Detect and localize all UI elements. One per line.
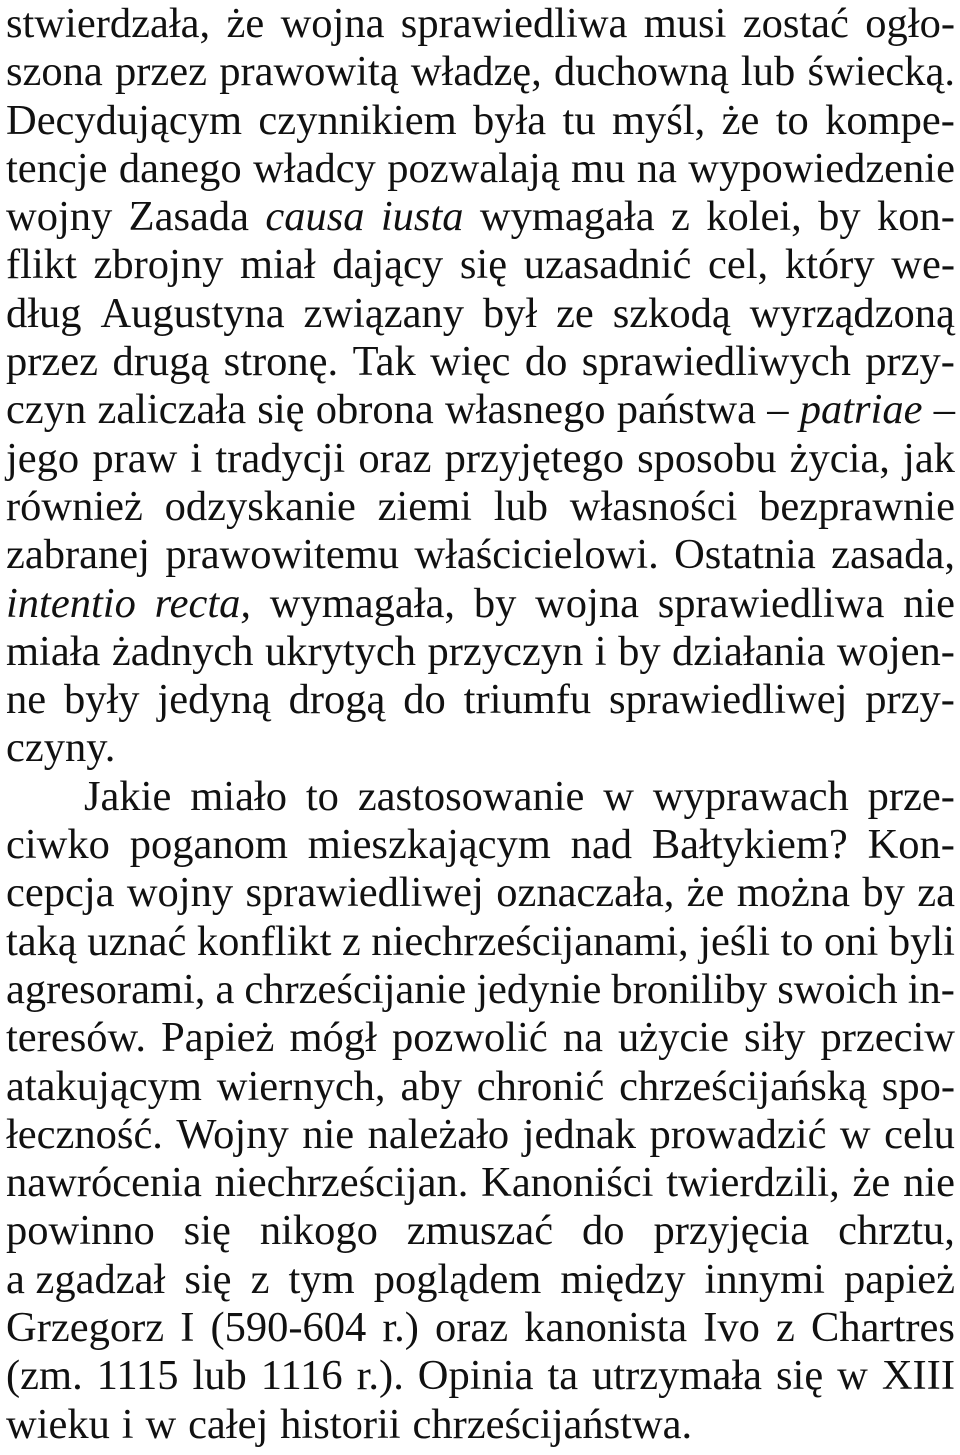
text-line [6,290,955,338]
word: pozwalają [387,144,560,192]
word: wojna [535,579,639,627]
word: myśl, [611,96,706,144]
word: z [341,917,361,965]
word: obrona [315,386,434,434]
word: i [594,627,607,675]
word: wojny [126,869,234,917]
word: jedynie [476,965,602,1013]
word: 1115 [96,1352,179,1400]
text-line [6,531,955,579]
word: broniliby [611,965,768,1013]
word: poglądem [373,1255,542,1303]
word: był [482,289,538,337]
word: szona [6,48,103,96]
word: zmuszać [406,1207,554,1255]
word: historii [280,1400,401,1448]
word: były [64,676,140,724]
word: miał [240,241,316,289]
word: że [721,96,760,144]
word: I [180,1304,195,1352]
word: prawowitą [219,48,399,96]
word: kompe- [825,96,955,144]
text-line [6,724,955,772]
word: drogą [288,676,386,724]
word: intentio [6,579,136,627]
word: oni [824,917,879,965]
word: oraz [358,434,432,482]
text-line [6,241,955,289]
word: oraz [435,1304,509,1352]
word: (590-604 [210,1304,367,1352]
word: miało [190,772,287,820]
word: Ivo [703,1304,760,1352]
word: to [780,917,814,965]
word: Zasada [128,193,249,241]
word: który [784,241,875,289]
text-line [6,966,955,1014]
word: na [636,144,677,192]
word: lub [192,1352,247,1400]
word: szkodą [612,289,731,337]
word: in- [907,965,955,1013]
word: nawrócenia [6,1159,202,1207]
word: niechrześcijan. [214,1159,469,1207]
word: w [603,772,634,820]
word: atakującym [6,1062,202,1110]
word: nie [302,1110,355,1158]
word: XIII [881,1352,955,1400]
word: wojna [280,0,385,47]
word: chronić [476,1062,605,1110]
word: triumfu [463,676,592,724]
word: zastosowanie [357,772,585,820]
word: stwierdzała, [6,0,211,47]
word: czynnikiem [258,96,457,144]
word: agresorami, [6,965,206,1013]
word: Wojny [176,1110,289,1158]
word: przyjęcia [653,1207,810,1255]
word: konflikt [196,917,332,965]
word: jak [903,434,955,482]
word: czyny. [6,724,116,772]
word: ciwko [6,821,110,869]
word: się [184,1255,232,1303]
word: wymagała, [269,579,456,627]
text-line [6,145,955,193]
word: aby [400,1062,462,1110]
text-line [6,1111,955,1159]
text-line [6,338,955,386]
word: prawowitemu [165,531,400,579]
word: się [183,1207,231,1255]
text-line [6,1256,955,1304]
word: przeciw [820,1014,955,1062]
word: w [145,1400,177,1448]
word: Tak [352,338,416,386]
word: innymi [704,1255,825,1303]
word: w [839,1110,871,1158]
word: między [560,1255,686,1303]
word: spo- [881,1062,955,1110]
word: nie [903,1159,955,1207]
word: na [562,1014,603,1062]
word: świecką. [807,48,955,96]
word: kolei, [706,193,802,241]
word: 1116 [260,1352,343,1400]
text-line [6,0,955,48]
word: ziemi [377,482,472,530]
word: wojen- [836,627,955,675]
word: i [121,1400,134,1448]
word: byli [888,917,955,965]
word: sprawiedliwej [245,869,484,917]
word: związany [303,289,464,337]
word: mieszkającym [307,821,551,869]
word: przyjętego [444,434,624,482]
word: tradycji [215,434,346,482]
word: cepcja [6,869,115,917]
word: nikogo [259,1207,378,1255]
word: do [582,1207,625,1255]
text-line [6,628,955,676]
word: kon- [877,193,955,241]
word: ukrytych [264,627,417,675]
word: że [686,869,725,917]
text-line [6,869,955,917]
word: wieku [6,1400,110,1448]
word: się [775,1352,824,1400]
text-line [6,1207,955,1255]
word: Opinia [417,1352,534,1400]
word: powinno [6,1207,155,1255]
word: – [933,386,955,434]
text-line [6,1159,955,1207]
word: w [837,1352,868,1400]
word: niechrześcijanami, [371,917,689,965]
word: poganom [129,821,288,869]
text-line [6,676,955,724]
word: r.) [382,1304,419,1352]
word: mu [570,144,626,192]
word: lub [740,48,796,96]
word: zbrojny [93,241,224,289]
word: dający [332,241,444,289]
word: wyrządzoną [749,289,955,337]
word: tencje [6,144,108,192]
text-line [6,1063,955,1111]
word: Bałtykiem? [651,821,848,869]
word: wiernych, [216,1062,386,1110]
word: ta [547,1352,579,1400]
word: (zm. [6,1352,83,1400]
word: działania [672,627,826,675]
word: można [736,869,851,917]
word: utrzymała [592,1352,762,1400]
word: uznać [87,917,187,965]
word: przez [6,338,98,386]
word: władzę, [410,48,542,96]
word: się [459,241,508,289]
word: oznaczała, [496,869,675,917]
word: a zgadzał [6,1255,166,1303]
word: by [473,579,517,627]
text-line [6,773,955,821]
word: użycie [618,1014,729,1062]
word: życia, [789,434,890,482]
word: wymagała [479,193,655,241]
word: również [6,482,143,530]
word: Jakie [84,772,172,820]
word: iusta [380,193,464,241]
text-line [6,1401,955,1449]
word: całej [188,1400,269,1448]
word: praw [92,434,178,482]
word: pozwolić [391,1014,548,1062]
word: musi [643,0,727,47]
word: Decydującym [6,96,243,144]
word: do [524,338,568,386]
word: papież [844,1255,955,1303]
word: przez [115,48,207,96]
word: przyczyn [427,627,584,675]
text-line [6,1352,955,1400]
word: czyn [6,386,87,434]
word: z [250,1255,270,1303]
text-line [6,97,955,145]
word: wojny [6,193,113,241]
word: by [818,193,861,241]
text-line [6,435,955,483]
word: miała [6,627,101,675]
word: danego [118,144,242,192]
word: jednak [522,1110,636,1158]
word: więc [430,338,511,386]
word: bezprawnie [759,482,955,530]
word: z [670,193,690,241]
word: Papież [161,1014,275,1062]
word: chrześcijaństwa. [412,1400,693,1448]
word: cel, [708,241,769,289]
word: nad [570,821,632,869]
word: mógł [289,1014,377,1062]
text-line [6,821,955,869]
text-line [6,1014,955,1062]
word: patriae [799,386,923,434]
word: i [190,434,203,482]
word: Augustyna [100,289,285,337]
word: żadnych [111,627,254,675]
word: ogło- [865,0,955,47]
word: że [226,0,265,47]
word: łeczność. [6,1110,163,1158]
word: jedyną [157,676,271,724]
word: sprawiedliwa [400,0,628,47]
word: Ostatnia [674,531,816,579]
word: we- [891,241,955,289]
word: flikt [6,241,77,289]
word: prowadzić [649,1110,827,1158]
word: lub [493,482,549,530]
word: zaliczała [97,386,247,434]
word: Grzegorz [6,1304,165,1352]
word: należało [367,1110,510,1158]
word: kanonista [524,1304,688,1352]
word: własności [569,482,738,530]
word: z [776,1304,795,1352]
word: sprawiedliwych [581,338,851,386]
text-line [6,918,955,966]
word: władcy [253,144,376,192]
word: – [767,386,789,434]
word: a [215,965,235,1013]
word: jego [6,434,80,482]
word: państwa [616,386,756,434]
word: odzyskanie [164,482,356,530]
word: uzasadnić [523,241,692,289]
word: to [305,772,339,820]
word: się [257,386,305,434]
word: zostać [742,0,849,47]
word: tu [562,96,596,144]
word: wyprawach [652,772,849,820]
text-line [6,1304,955,1352]
word: dług [6,289,82,337]
word: siły [744,1014,806,1062]
word: swoich [777,965,898,1013]
word: by [862,869,905,917]
word: przy- [865,676,955,724]
word: własnego [444,386,606,434]
word: ze [556,289,594,337]
body-text [6,0,955,1449]
word: była [473,96,547,144]
word: sprawiedliwa [657,579,885,627]
word: drugą [112,338,210,386]
word: duchowną [554,48,729,96]
word: tym [288,1255,355,1303]
word: recta, [154,579,251,627]
text-line [6,580,955,628]
word: Kon- [867,821,955,869]
word: wypowiedzenie [688,144,955,192]
word: przy- [865,338,955,386]
word: Chartres [810,1304,955,1352]
word: by [618,627,661,675]
word: prze- [867,772,955,820]
word: zasada, [831,531,955,579]
text-line [6,193,955,241]
word: taką [6,917,77,965]
word: Kanoniści [481,1159,654,1207]
word: to [775,96,809,144]
word: że [852,1159,891,1207]
word: causa [265,193,365,241]
word: właścicielowi. [414,531,659,579]
word: r.). [356,1352,404,1400]
word: do [403,676,446,724]
word: twierdzili, [666,1159,840,1207]
text-line [6,48,955,96]
word: sprawiedliwej [609,676,848,724]
word: celu [884,1110,955,1158]
word: jeśli [699,917,770,965]
word: za [917,869,955,917]
word: ne [6,676,47,724]
word: zabranej [6,531,150,579]
word: chrztu, [838,1207,955,1255]
word: chrześcijańską [619,1062,867,1110]
text-line [6,483,955,531]
word: sposobu [637,434,777,482]
word: nie [903,579,955,627]
word: chrześcijanie [244,965,467,1013]
word: teresów. [6,1014,147,1062]
text-line [6,386,955,434]
word: stronę. [223,338,339,386]
